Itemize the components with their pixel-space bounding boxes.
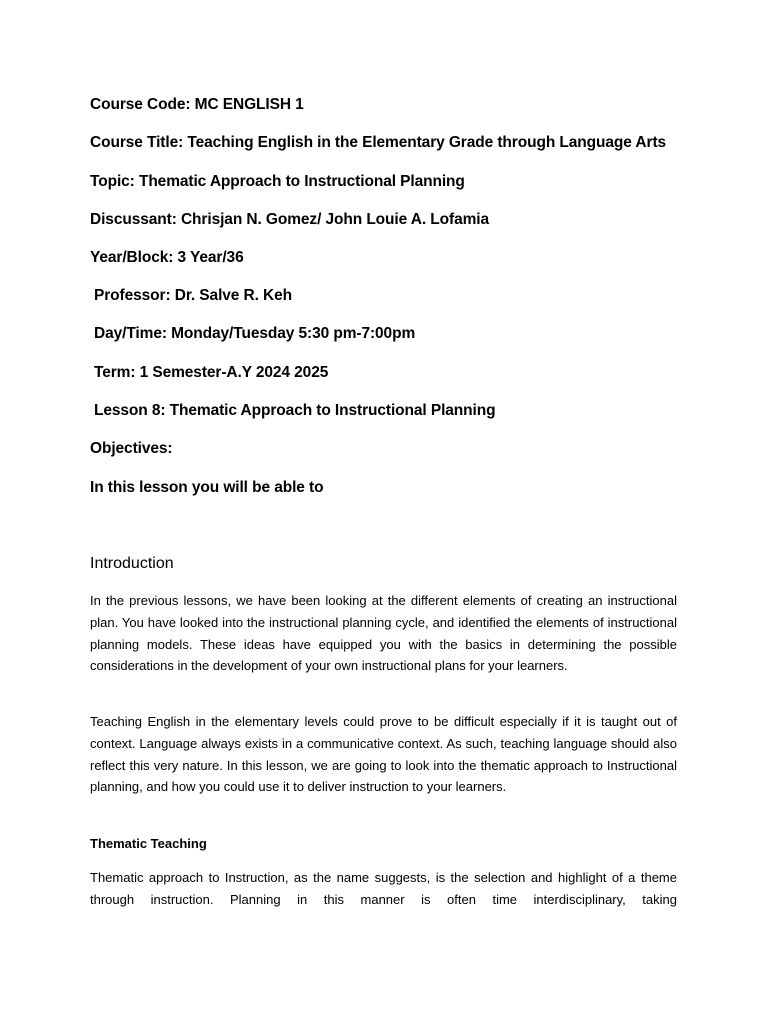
professor: Professor: Dr. Salve R. Keh xyxy=(94,287,293,304)
term: Term: 1 Semester-A.Y 2024 2025 xyxy=(94,364,329,381)
lesson-title: Lesson 8: Thematic Approach to Instructional Planning xyxy=(94,402,496,419)
discussant: Discussant: Chrisjan N. Gomez/ John Louie A. Lofamia xyxy=(90,211,490,228)
topic: Topic: Thematic Approach to Instructional Planning xyxy=(90,173,465,190)
lesson-intro-line: In this lesson you will be able to xyxy=(90,479,324,496)
thematic-teaching-paragraph: Thematic approach to Instruction, as the name suggests, is the selection and highlight of a theme through instruction. Planning in this manner is often time interdisciplinary, taking xyxy=(90,870,677,907)
introduction-heading: Introduction xyxy=(90,555,174,572)
course-code: Course Code: MC ENGLISH 1 xyxy=(90,96,304,113)
introduction-paragraph-1: In the previous lessons, we have been looking at the different elements of creating an instructional plan. You have looked into the instructional planning cycle, and identified the elements of instructional planning models. These ideas have equipped you with the basics in determining the possible considerations in the development of your own instructional plans for your learners. xyxy=(90,593,677,674)
day-time: Day/Time: Monday/Tuesday 5:30 pm-7:00pm xyxy=(94,325,416,342)
course-title: Course Title: Teaching English in the Elementary Grade through Language Arts xyxy=(90,134,667,151)
thematic-teaching-heading: Thematic Teaching xyxy=(90,836,207,851)
year-block: Year/Block: 3 Year/36 xyxy=(90,249,244,266)
introduction-paragraph-2: Teaching English in the elementary levels could prove to be difficult especially if it is taught out of context. Language always exists in a communicative context. As such, teaching language should also reflect this very nature. In this lesson, we are going to look into the thematic approach to Instructional planning, and how you could use it to deliver instruction to your learners. xyxy=(90,714,677,795)
objectives-label: Objectives: xyxy=(90,440,173,457)
